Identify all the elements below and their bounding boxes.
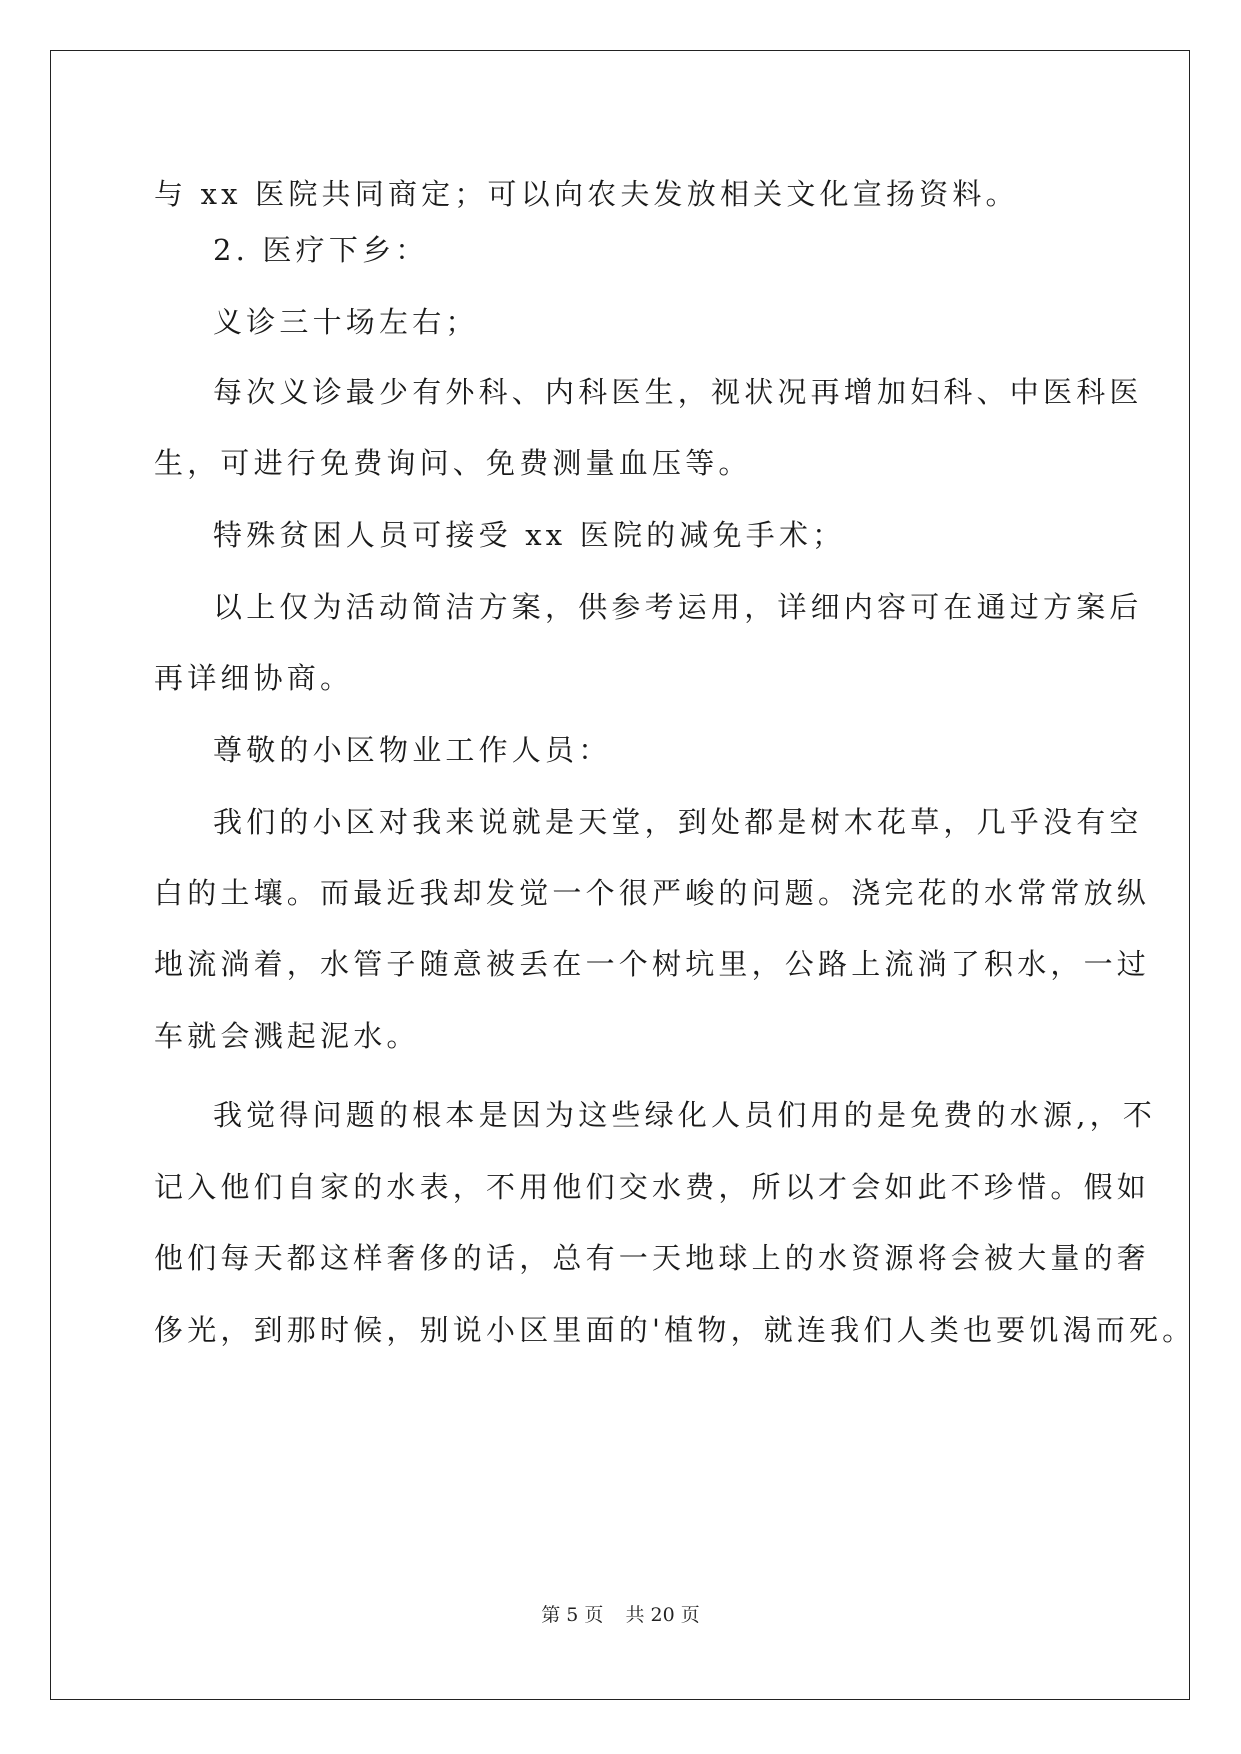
page-total: 共 20 页: [625, 1604, 700, 1626]
page-footer: [0, 1600, 1241, 1627]
body-line-14: 我觉得问题的根本是因为这些绿化人员们用的是免费的水源,，不: [213, 1098, 1157, 1132]
body-line-11: 白的土壤。而最近我却发觉一个很严峻的问题。浇完花的水常常放纵: [154, 876, 1151, 910]
body-line-15: 记入他们自家的水表，不用他们交水费，所以才会如此不珍惜。假如: [154, 1170, 1151, 1204]
body-line-16: 他们每天都这样奢侈的话，总有一天地球上的水资源将会被大量的奢: [154, 1241, 1151, 1275]
body-line-5: 生，可进行免费询问、免费测量血压等。: [154, 446, 752, 480]
body-line-7: 以上仅为活动简洁方案，供参考运用，详细内容可在通过方案后: [213, 590, 1143, 624]
body-line-8: 再详细协商。: [154, 661, 354, 695]
body-line-10: 我们的小区对我来说就是天堂，到处都是树木花草，几乎没有空: [213, 805, 1143, 839]
body-line-12: 地流淌着，水管子随意被丢在一个树坑里，公路上流淌了积水，一过: [154, 947, 1151, 981]
body-line-4: 每次义诊最少有外科、内科医生，视状况再增加妇科、中医科医: [213, 375, 1143, 409]
body-line-1: 与 xx 医院共同商定；可以向农夫发放相关文化宣扬资料。: [154, 177, 1019, 211]
page-number: 第 5 页: [541, 1604, 604, 1626]
body-line-13: 车就会溅起泥水。: [154, 1019, 420, 1053]
body-line-17: 侈光，到那时候，别说小区里面的'植物，就连我们人类也要饥渴而死。: [154, 1313, 1196, 1347]
section-heading-medical: 2. 医疗下乡：: [213, 233, 429, 267]
letter-salutation: 尊敬的小区物业工作人员：: [213, 733, 612, 767]
body-line-3: 义诊三十场左右；: [213, 305, 479, 339]
body-line-6: 特殊贫困人员可接受 xx 医院的减免手术；: [213, 518, 846, 552]
